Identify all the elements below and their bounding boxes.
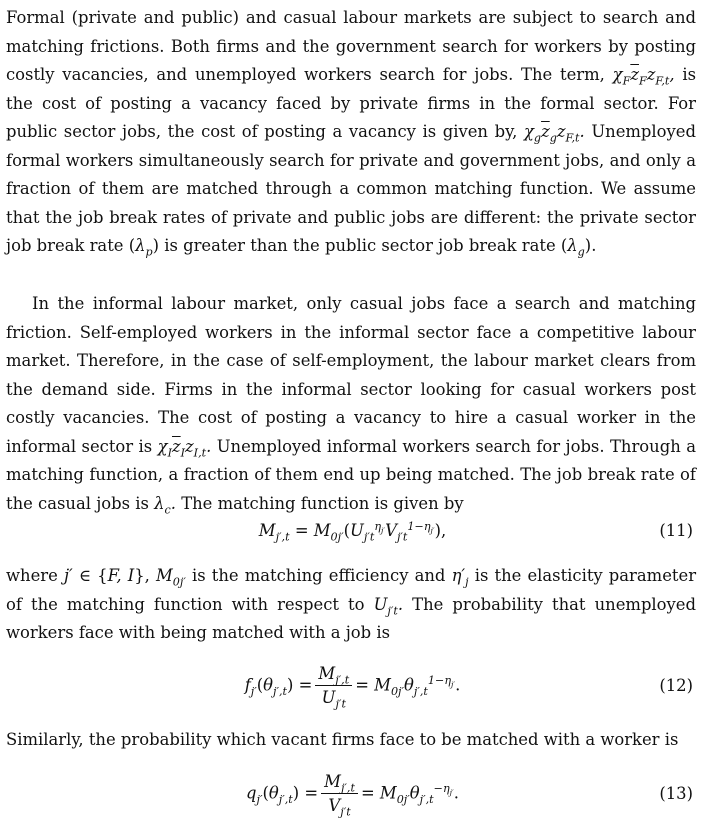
math-formal-vacancy-cost: $\chi_F\overline{z}_Fz_{F,t}$,: [612, 65, 675, 88]
math-informal-vacancy-cost: $\chi_I\overline{z}_Iz_{I,t}$.: [157, 436, 212, 459]
equation-11-number: (11): [659, 521, 693, 540]
equation-13: [0, 772, 705, 819]
equation-12-number: (12): [659, 676, 693, 695]
math-u-jt: $U_{j't}$.: [373, 594, 404, 617]
fraction-m-over-v: $\frac{M_{j',t}}{V_{j't}}$: [321, 772, 358, 816]
paragraph-matching-definitions: where j′ ∈ {F, I}, $M_{0j'}$ is the matching efficiency and $\eta'_j$ is the elasticity parameter of the matching function with respect to $U_{j't}$. The probability that unemployed workers face with being matched with a job is: [6, 566, 697, 642]
paragraph-vacancy-probability: Similarly, the probability which vacant firms face to be matched with a worker is: [6, 730, 679, 749]
equation-13-number: (13): [659, 784, 693, 803]
paragraph-formal-labour-markets: Formal (private and public) and casual labour markets are subject to search and matching frictions. Both firms and the government search for workers by posting costly vacancies, and unemployed workers search for jobs. The term, $\chi_F\overline{z}_Fz_{F,t}$, is the cost of posting a vacancy faced by private firms in the formal sector. For public sector jobs, the cost of posting a vacancy is given by, $\chi_g\overline{z}_gz_{F,t}$. Unemployed formal workers simultaneously search for private and government jobs, and only a fraction of them are matched through a common matching function. We assume that the job break rates of private and public jobs are different: the private sector job break rate $(\lambda_p)$ is greater than the public sector job break rate $(\lambda_g)$.: [6, 8, 696, 259]
math-lambda-p: $\lambda_p$: [135, 236, 153, 259]
math-eta: $\eta'_j$: [451, 566, 469, 589]
math-lambda-c: $\lambda_c$.: [154, 493, 176, 516]
equation-13-body: $q_{j'}(\theta_{j',t})$ = $\frac{M_{j',t}}{V_{j't}}$ = $M_{0j'}\theta_{j',t}^{-\eta_{j'}}$.: [246, 772, 459, 819]
equation-12-body: $f_{j'}(\theta_{j',t})$ = $\frac{M_{j',t}}{U_{j't}}$ = $M_{0j'}\theta_{j',t}^{1-\eta_{j'}}$.: [244, 664, 461, 711]
equation-11: [0, 521, 705, 561]
paragraph-informal-labour-market: In the informal labour market, only casual jobs face a search and matching friction. Self-employed workers in the informal sector face a competitive labour market. Therefore, in the case of self-employment, the labour market clears from the demand side. Firms in the informal sector looking for casual workers post costly vacancies. The cost of posting a vacancy to hire a casual worker in the informal sector is $\chi_I\overline{z}_Iz_{I,t}$. Unemployed informal workers search for jobs. Through a matching function, a fraction of them end up being matched. The job break rate of the casual jobs is $\lambda_c$. The matching function is given by: [6, 294, 696, 516]
equation-12: [0, 664, 705, 711]
fraction-m-over-u: $\frac{M_{j',t}}{U_{j't}}$: [315, 664, 352, 708]
math-lambda-g: $\lambda_g$: [567, 236, 585, 259]
equation-11-body: $M_{j',t} = M_{0j'}(U_{j't}^{\eta_{j'}}V_{j't}^{1-\eta_{j'}})$,: [258, 519, 447, 544]
math-j-set: j′ ∈ {F, I}, $M_{0j'}$: [63, 566, 186, 589]
math-public-vacancy-cost: $\chi_g\overline{z}_gz_{F,t}$.: [523, 122, 585, 145]
